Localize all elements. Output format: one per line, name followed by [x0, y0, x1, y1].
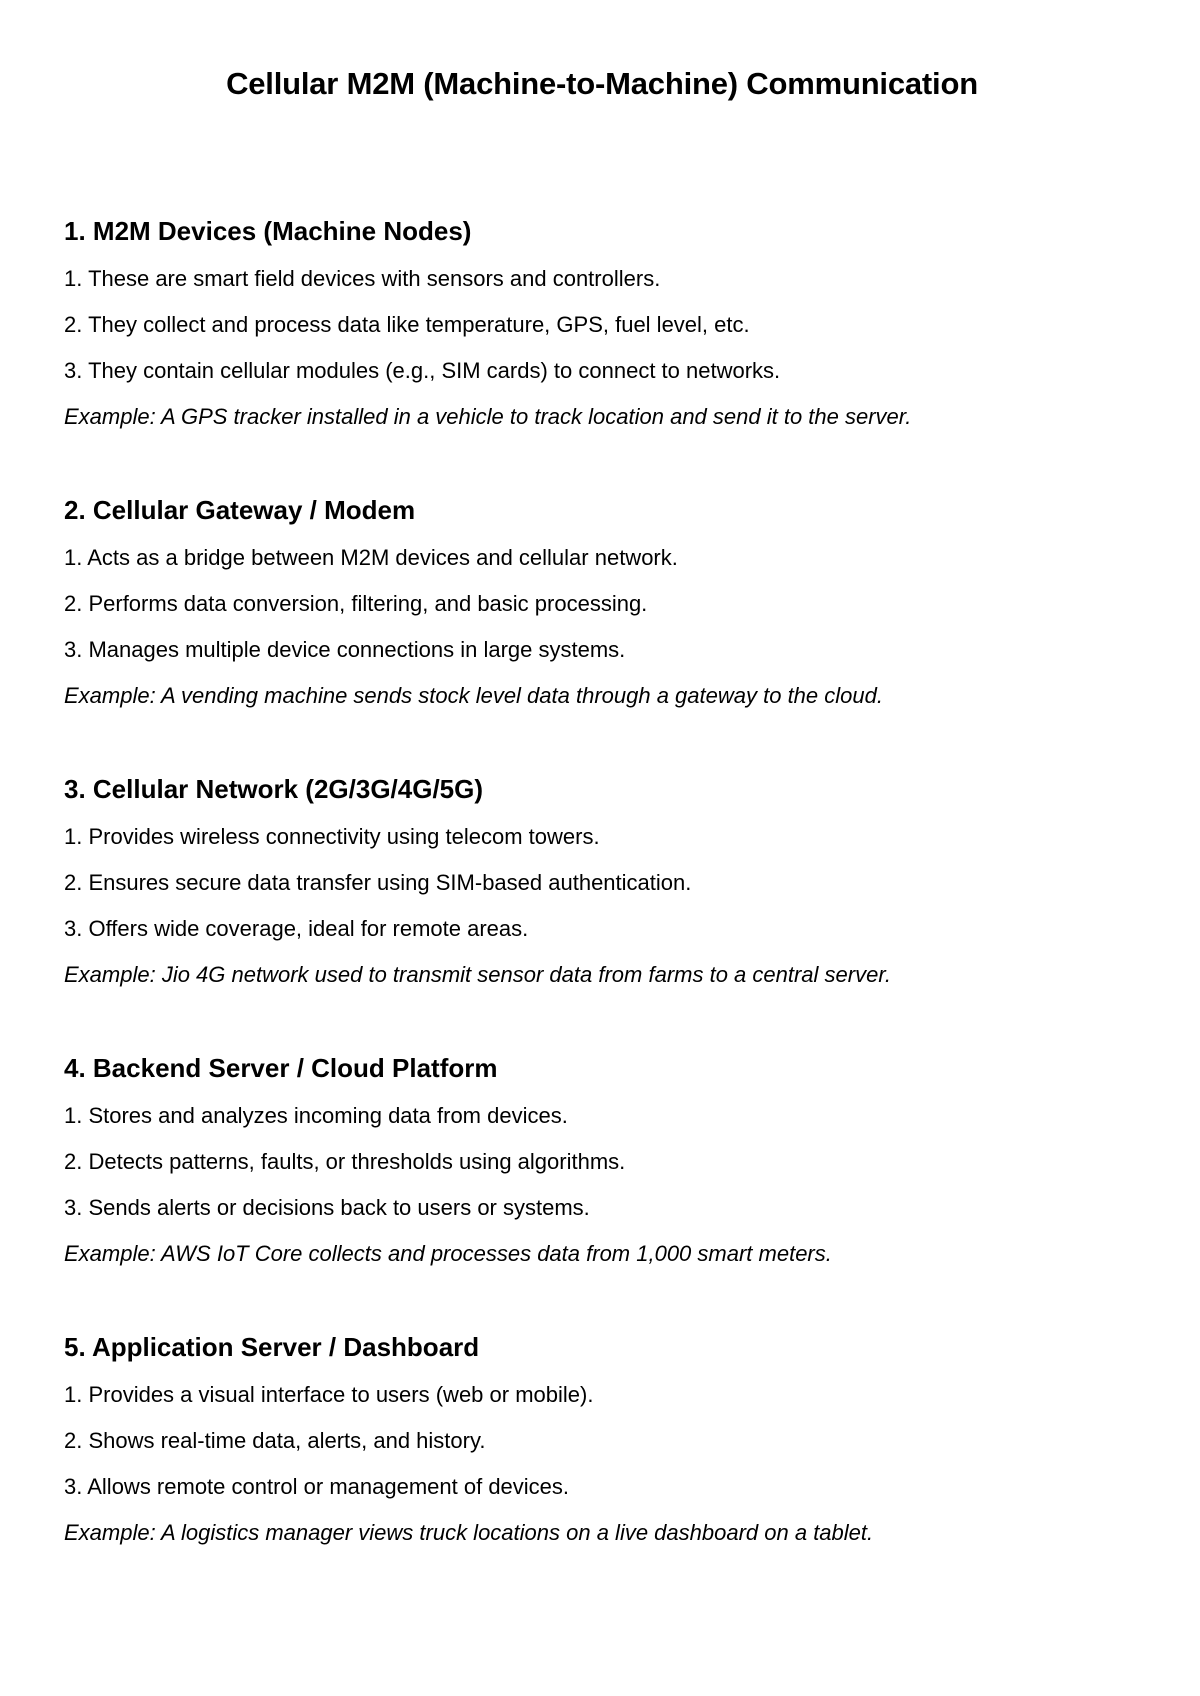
list-item: 1. These are smart field devices with sensors and controllers. [64, 266, 661, 291]
example-text: Example: A logistics manager views truck locations on a live dashboard on a tablet. [64, 1520, 874, 1545]
list-item: 3. Sends alerts or decisions back to users or systems. [64, 1195, 590, 1220]
list-item: 3. Allows remote control or management of devices. [64, 1474, 570, 1499]
list-item: 2. Performs data conversion, filtering, and basic processing. [64, 591, 648, 616]
list-item: 1. Acts as a bridge between M2M devices and cellular network. [64, 545, 678, 570]
section-heading: 2. Cellular Gateway / Modem [64, 495, 416, 525]
section-heading: 4. Backend Server / Cloud Platform [64, 1053, 498, 1083]
example-text: Example: A GPS tracker installed in a vehicle to track location and send it to the server. [64, 404, 912, 429]
list-item: 3. Offers wide coverage, ideal for remote areas. [64, 916, 529, 941]
section-cellular-gateway [64, 493, 1140, 710]
example-text: Example: AWS IoT Core collects and processes data from 1,000 smart meters. [64, 1241, 832, 1266]
list-item: 1. Provides a visual interface to users (web or mobile). [64, 1382, 594, 1407]
section-backend-server [64, 1051, 1140, 1268]
list-item: 2. Shows real-time data, alerts, and history. [64, 1428, 486, 1453]
list-item: 2. They collect and process data like temperature, GPS, fuel level, etc. [64, 312, 750, 337]
list-item: 2. Detects patterns, faults, or thresholds using algorithms. [64, 1149, 626, 1174]
document-title: Cellular M2M (Machine-to-Machine) Communication [226, 66, 978, 101]
section-m2m-devices [64, 214, 1140, 431]
section-heading: 5. Application Server / Dashboard [64, 1332, 480, 1362]
list-item: 3. Manages multiple device connections in large systems. [64, 637, 626, 662]
section-application-server [64, 1330, 1140, 1547]
section-heading: 3. Cellular Network (2G/3G/4G/5G) [64, 774, 484, 804]
list-item: 3. They contain cellular modules (e.g., SIM cards) to connect to networks. [64, 358, 781, 383]
list-item: 1. Provides wireless connectivity using telecom towers. [64, 824, 600, 849]
title-spacer [64, 104, 1140, 152]
list-item: 2. Ensures secure data transfer using SIM-based authentication. [64, 870, 692, 895]
list-item: 1. Stores and analyzes incoming data from devices. [64, 1103, 568, 1128]
section-heading: 1. M2M Devices (Machine Nodes) [64, 216, 472, 246]
section-cellular-network [64, 772, 1140, 989]
example-text: Example: Jio 4G network used to transmit sensor data from farms to a central server. [64, 962, 891, 987]
example-text: Example: A vending machine sends stock level data through a gateway to the cloud. [64, 683, 883, 708]
